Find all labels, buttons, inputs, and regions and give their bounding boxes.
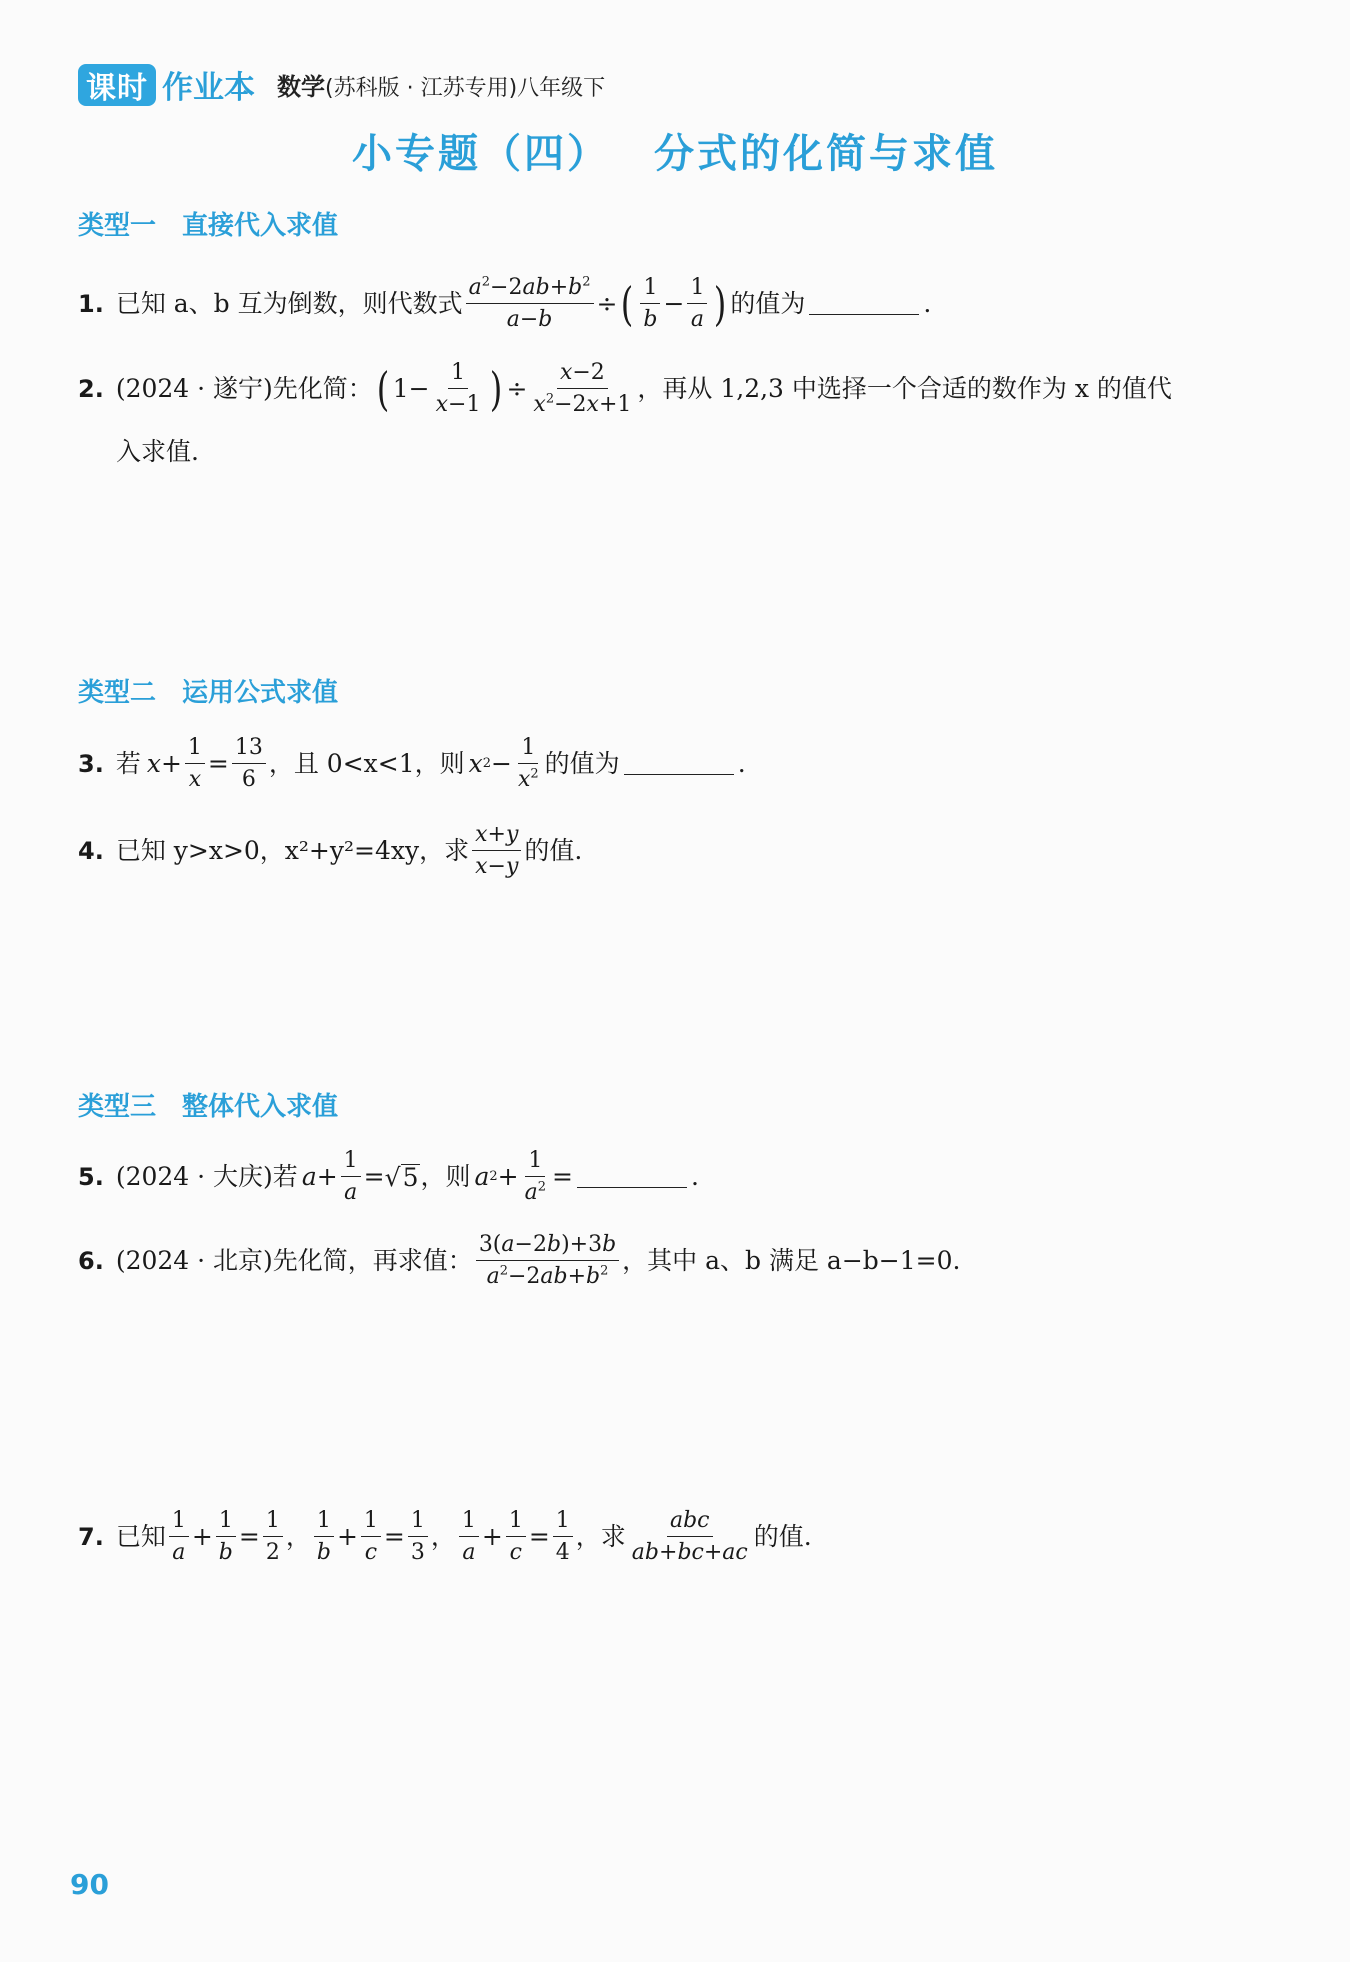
fraction: $\frac{1}{x-1}$ — [435, 360, 481, 418]
subject-rest: (苏科版 · 江苏专用)八年级下 — [325, 76, 606, 101]
section-name: 整体代入求值 — [182, 1092, 339, 1122]
subject-bold: 数学 — [277, 73, 325, 101]
question-number: 4. — [78, 836, 104, 865]
question-text: ，再从 1,2,3 中选择一个合适的数作为 x 的值代 — [637, 374, 1172, 404]
question-text: (2024 · 北京)先化简，再求值： — [115, 1246, 473, 1276]
question-2: 2. (2024 · 遂宁)先化简： ( 1− $\frac{1}{x-1}$ ) ÷ $\frac{x-2}{x^2-2x+1}$ ，再从 1,2,3 中选择一个合适的数作为 x 的值代 — [78, 360, 1172, 418]
question-text: (2024 · 遂宁)先化简： — [115, 374, 373, 404]
question-number: 1. — [78, 289, 104, 318]
question-text: 若 — [115, 749, 141, 779]
section-heading-3 — [78, 1086, 338, 1123]
title-part2: 分式的化简与求值 — [654, 130, 998, 177]
section-heading-2 — [78, 672, 338, 709]
fraction: $\frac{1}{c}$ — [506, 1508, 526, 1566]
fraction: $\frac{13}{6}$ — [232, 735, 266, 793]
question-5: 5. (2024 · 大庆)若 a + $\frac{1}{a}$ = √ 5 ，则 a 2 + $\frac{1}{a^2}$ = . — [78, 1148, 699, 1206]
answer-blank[interactable] — [577, 1165, 687, 1188]
section-name: 直接代入求值 — [182, 211, 339, 241]
question-1: 1. 已知 a、b 互为倒数，则代数式 $\frac{a^2-2ab+b^2}{a-b}$ ÷ ( $\frac{1}{b}$ − $\frac{1}{a}$ ) 的值为 . — [78, 274, 932, 333]
fraction: $\frac{1}{a}$ — [459, 1508, 479, 1566]
question-text: 已知 a、b 互为倒数，则代数式 — [115, 289, 463, 319]
logo-text: 作业本 — [162, 70, 255, 106]
title-part1: 小专题（四） — [352, 130, 610, 177]
question-6 — [78, 1232, 960, 1290]
fraction: $\frac{1}{a^2}$ — [524, 1148, 547, 1206]
fraction: $\frac{1}{a}$ — [169, 1508, 189, 1566]
fraction: $\frac{1}{3}$ — [408, 1508, 428, 1566]
answer-blank[interactable] — [809, 292, 919, 315]
sqrt-5: √ 5 — [384, 1162, 419, 1192]
fraction: $\frac{1}{a}$ — [687, 275, 707, 333]
fraction: $\frac{1}{b}$ — [640, 275, 660, 333]
section-label: 类型一 — [78, 211, 157, 241]
question-text: (2024 · 大庆)若 — [115, 1162, 298, 1192]
question-text: 的值为 — [544, 749, 620, 779]
question-text: 的值. — [524, 836, 583, 866]
question-text: 已知 y>x>0，x²+y²=4xy，求 — [115, 836, 470, 866]
question-text: 已知 — [115, 1522, 166, 1552]
question-number: 5. — [78, 1162, 104, 1191]
header — [78, 62, 605, 107]
question-number: 2. — [78, 374, 104, 403]
page-title — [0, 122, 1350, 179]
page-number: 90 — [70, 1868, 109, 1901]
question-number: 6. — [78, 1246, 104, 1275]
section-name: 运用公式求值 — [182, 678, 339, 708]
question-7: 7. 已知 $\frac{1}{a}$ + $\frac{1}{b}$ = $\frac{1}{2}$ ， $\frac{1}{b}$ + $\frac{1}{c}$ = $\frac{1}{3}$ ， $\frac{1}{a}$ + $\frac{1}{c}$ = $\frac{1}{4}$ ，求 $\frac{\text{abc}}{ab+bc+ac}$ 的值. — [78, 1508, 812, 1566]
question-text: ，其中 a、b 满足 a−b−1=0. — [622, 1246, 961, 1276]
fraction: $\frac{x-2}{x^2-2x+1}$ — [533, 360, 632, 418]
fraction: $\frac{1}{2}$ — [263, 1508, 283, 1566]
question-number: 3. — [78, 749, 104, 778]
fraction: $\frac{1}{x}$ — [185, 735, 205, 793]
question-4 — [78, 822, 582, 880]
question-text: 的值. — [753, 1522, 812, 1552]
question-text: ，则 — [420, 1162, 471, 1192]
fraction: $\frac{1}{b}$ — [314, 1508, 334, 1566]
section-heading-1 — [78, 205, 338, 242]
fraction: $\frac{a^2-2ab+b^2}{a-b}$ — [466, 275, 594, 333]
fraction: $\frac{1}{b}$ — [216, 1508, 236, 1566]
question-text: 的值为 — [730, 289, 806, 319]
fraction: $\frac{1}{a}$ — [341, 1148, 361, 1206]
fraction: $\frac{3(a-2b)+3b}{a^2-2ab+b^2}$ — [476, 1232, 619, 1290]
subject-line — [277, 67, 605, 102]
fraction: $\frac{1}{c}$ — [361, 1508, 381, 1566]
logo-box: 课时 — [78, 64, 156, 106]
fraction: $\frac{\text{abc}}{ab+bc+ac}$ — [631, 1508, 748, 1566]
fraction: $\frac{x+y}{x-y}$ — [472, 822, 521, 880]
section-label: 类型三 — [78, 1092, 157, 1122]
fraction: $\frac{1}{x^2}$ — [517, 735, 539, 793]
fraction: $\frac{1}{4}$ — [553, 1508, 573, 1566]
section-label: 类型二 — [78, 678, 157, 708]
answer-blank[interactable] — [624, 752, 734, 775]
question-3: 3. 若 x + $\frac{1}{x}$ = $\frac{13}{6}$ ，且 0<x<1，则 x 2 − $\frac{1}{x^2}$ 的值为 . — [78, 735, 746, 793]
question-text: ，且 0<x<1，则 — [268, 749, 465, 779]
question-text: = — [552, 1162, 573, 1192]
question-2-continuation: 入求值. — [116, 437, 199, 466]
question-number: 7. — [78, 1522, 104, 1551]
